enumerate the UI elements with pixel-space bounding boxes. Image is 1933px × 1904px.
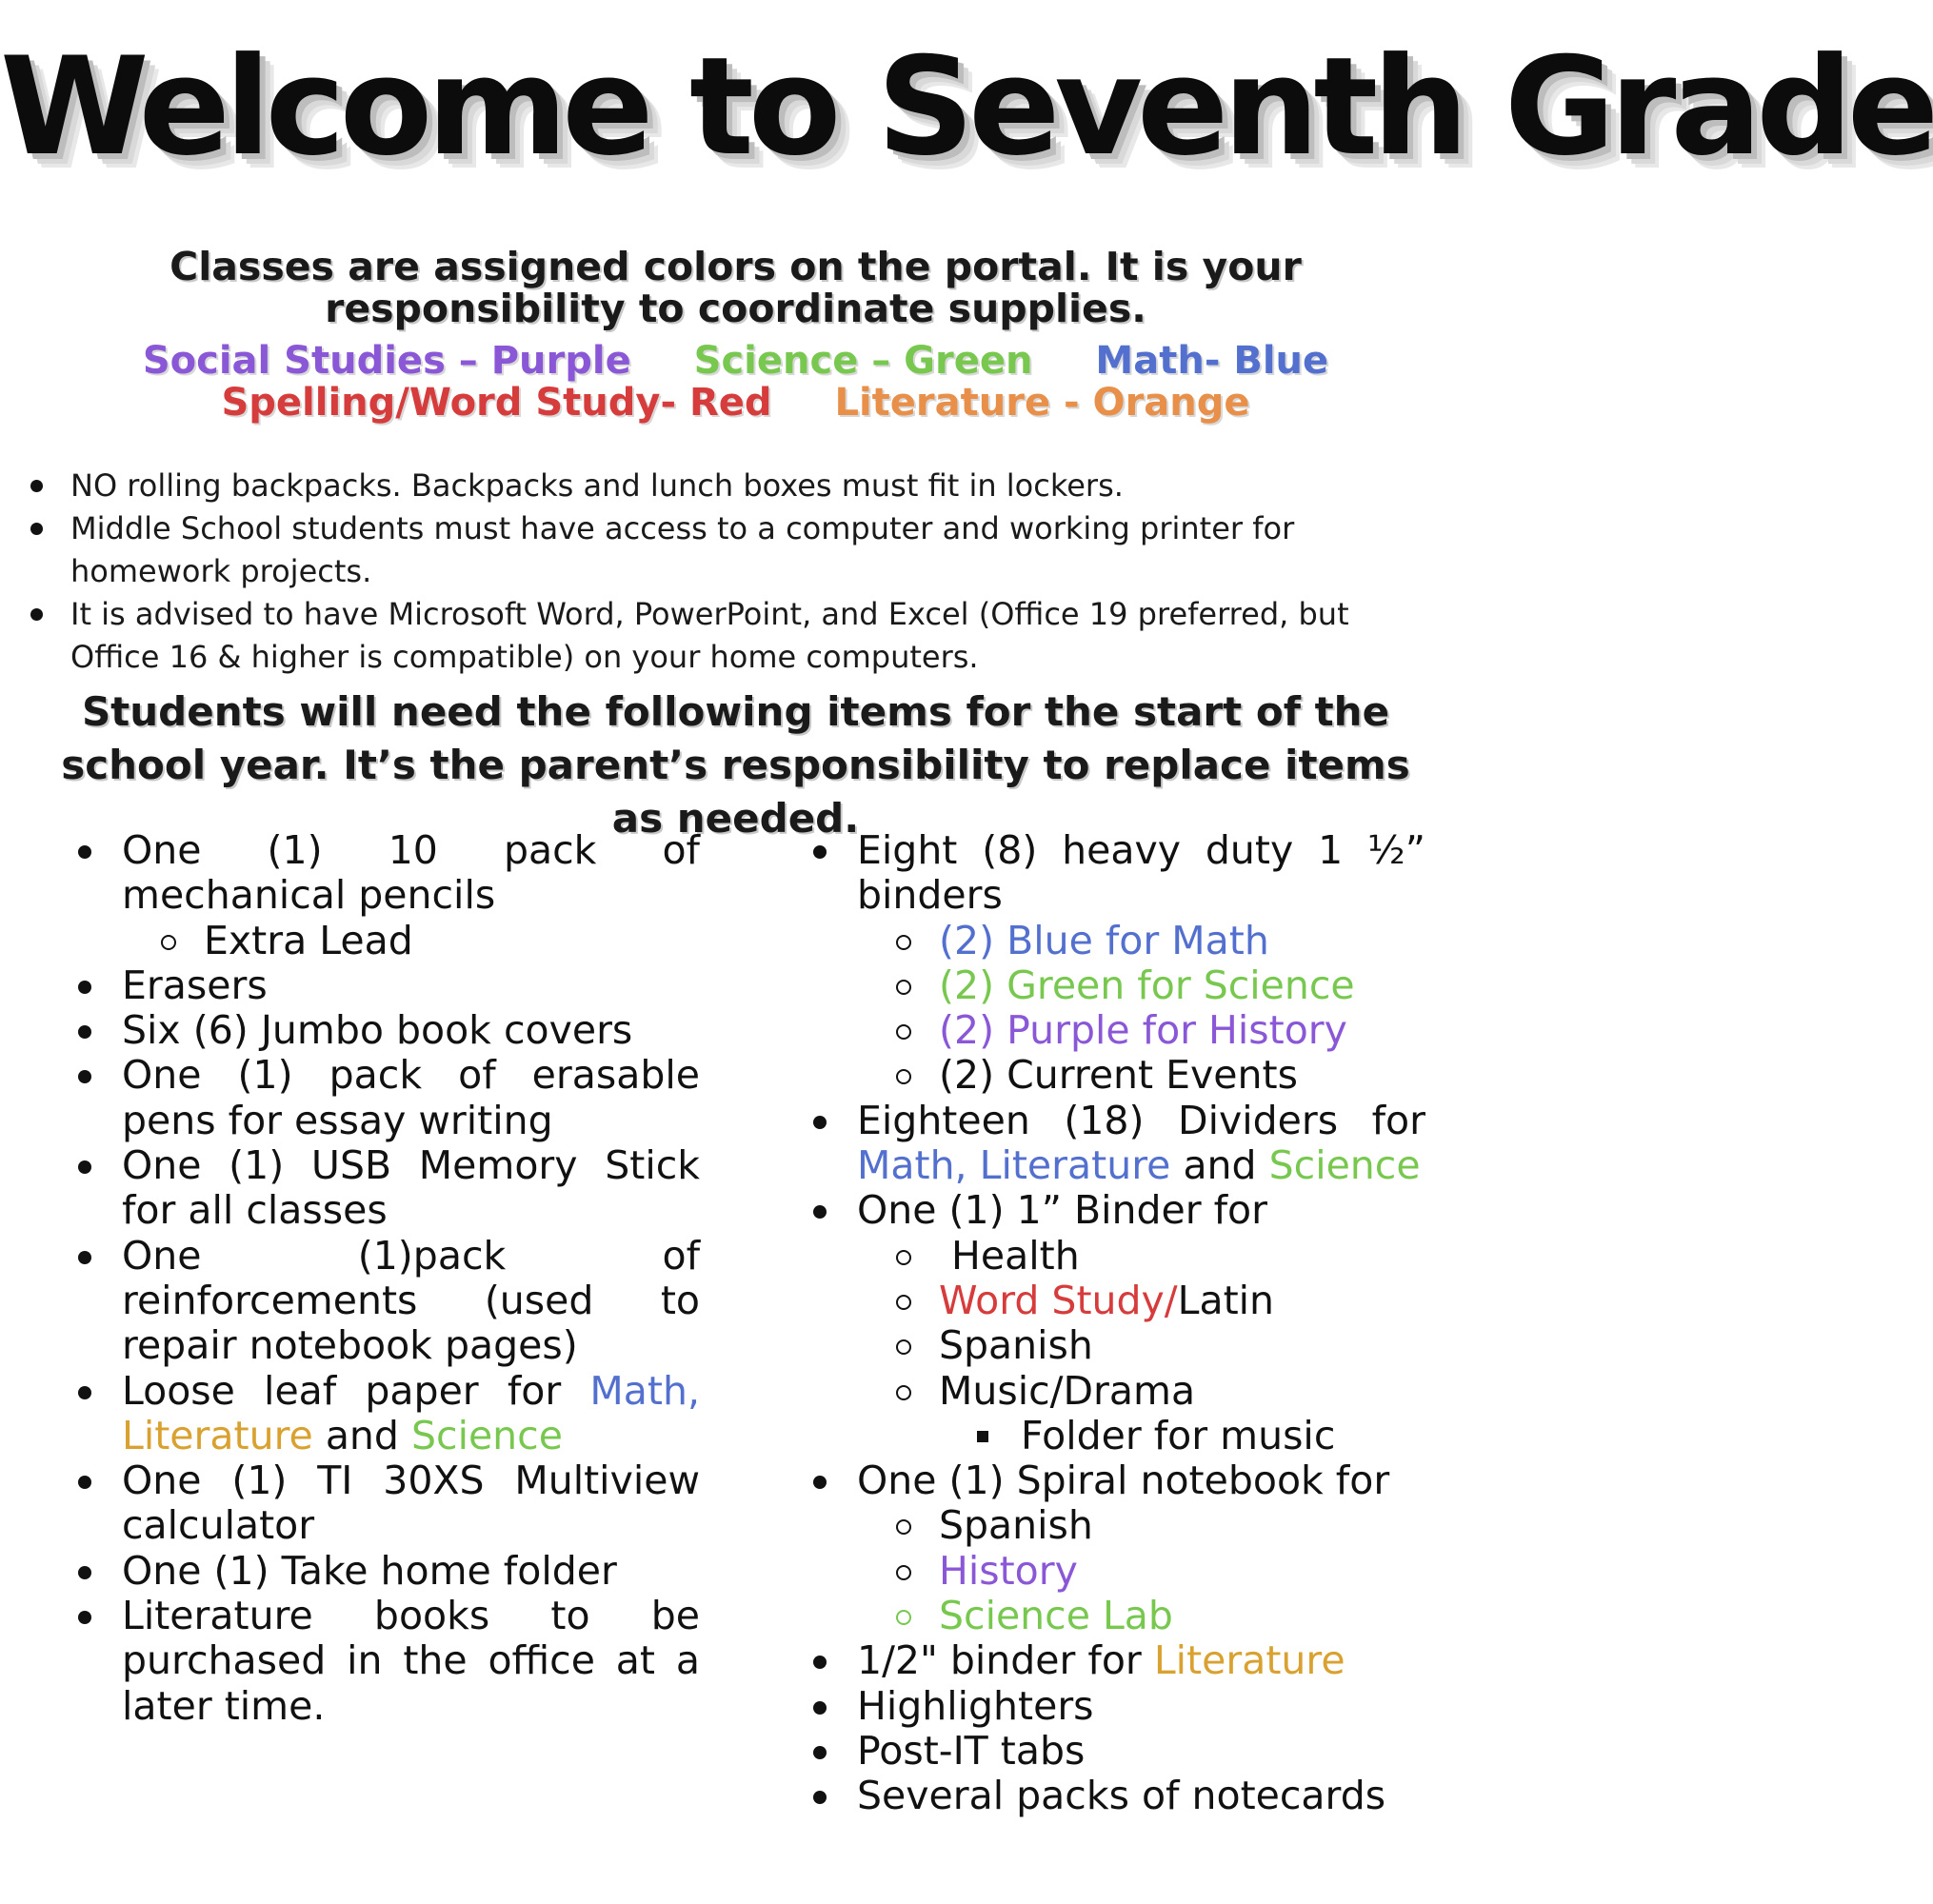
one-binder-label: One (1) 1” Binder for <box>857 1187 1268 1234</box>
binder-spanish: Spanish <box>857 1323 1425 1368</box>
binder-word-study-latin <box>857 1279 1425 1323</box>
sub-list <box>857 1234 1425 1458</box>
half-binder-label: 1/2" binder for <box>857 1637 1142 1684</box>
dividers-label: Eighteen (18) Dividers for <box>857 1097 1425 1143</box>
supplies-list-right <box>811 828 1425 1819</box>
half-binder-literature: Literature <box>1153 1637 1345 1684</box>
item-notecards: Several packs of notecards <box>811 1774 1425 1818</box>
item-literature-books: Literature books to be purchased in the office at a later time. <box>76 1594 700 1729</box>
color-key-row-2 <box>0 381 1471 425</box>
item-erasers: Erasers <box>76 963 700 1008</box>
item-half-inch-binder <box>811 1638 1425 1683</box>
binder-music-drama: Music/Drama Folder for music <box>857 1369 1425 1459</box>
loose-leaf-science: Science <box>411 1412 563 1458</box>
loose-leaf-literature: Literature <box>122 1412 313 1458</box>
item-usb: One (1) USB Memory Stick for all classes <box>76 1143 700 1234</box>
item-book-covers: Six (6) Jumbo book covers <box>76 1008 700 1053</box>
supplies-list-left <box>76 828 700 1729</box>
page-title: Welcome to Seventh Grade <box>0 29 1933 186</box>
item-reinforcements: One (1)pack of reinforcements (used to repair notebook pages) <box>76 1234 700 1369</box>
color-key-math: Math- Blue <box>1095 339 1329 383</box>
rules-list <box>23 465 1432 679</box>
item-post-it-tabs: Post-IT tabs <box>811 1729 1425 1774</box>
sub-list <box>857 919 1425 1099</box>
spiral-science-lab: Science Lab <box>857 1594 1425 1638</box>
item-highlighters: Highlighters <box>811 1684 1425 1729</box>
item-erasable-pens: One (1) pack of erasable pens for essay writing <box>76 1053 700 1143</box>
spiral-label: One (1) Spiral notebook for <box>857 1458 1390 1504</box>
binder-history: (2) Purple for History <box>857 1008 1425 1053</box>
rule-item: Middle School students must have access to a computer and working printer for homework projects. <box>23 507 1432 593</box>
color-key-row-1 <box>0 339 1471 383</box>
latin-label: Latin <box>1177 1277 1275 1323</box>
rule-item: NO rolling backpacks. Backpacks and lunch boxes must fit in lockers. <box>23 465 1432 507</box>
color-key-social-studies: Social Studies – Purple <box>142 339 631 383</box>
supplies-heading: Students will need the following items for the start of the school year. It’s the parent’s responsibility to replace items as needed. <box>61 688 1410 842</box>
rule-item: It is advised to have Microsoft Word, PowerPoint, and Excel (Office 19 preferred, but Office 16 & higher is compatible) on your home computers. <box>23 593 1432 679</box>
color-key-literature: Literature - Orange <box>834 381 1250 425</box>
item-dividers <box>811 1099 1425 1189</box>
binder-math: (2) Blue for Math <box>857 919 1425 963</box>
item-spiral-notebook <box>811 1458 1425 1638</box>
item-calculator: One (1) TI 30XS Multiview calculator <box>76 1458 700 1549</box>
dividers-science: Science <box>1268 1142 1421 1189</box>
dividers-math-literature: Math, Literature <box>857 1142 1171 1189</box>
loose-leaf-math: Math, <box>589 1367 700 1414</box>
item-take-home-folder: One (1) Take home folder <box>76 1549 700 1594</box>
color-key-science: Science – Green <box>693 339 1033 383</box>
binders-label: Eight (8) heavy duty 1 ½” binders <box>857 827 1425 919</box>
list-item <box>76 828 700 963</box>
item-loose-leaf <box>76 1369 700 1459</box>
spiral-history: History <box>857 1549 1425 1594</box>
item-one-inch-binder <box>811 1188 1425 1458</box>
intro-text: Classes are assigned colors on the portal. It is your responsibility to coordinate supplies. <box>169 244 1302 331</box>
folder-for-music: Folder for music <box>939 1414 1425 1458</box>
item-binders <box>811 828 1425 1099</box>
sub-list <box>122 919 700 963</box>
binder-science: (2) Green for Science <box>857 963 1425 1008</box>
item-pencils: One (1) 10 pack of mechanical pencils <box>122 827 700 919</box>
color-key-spelling: Spelling/Word Study- Red <box>221 381 772 425</box>
binder-current-events: (2) Current Events <box>857 1053 1425 1098</box>
spiral-spanish: Spanish <box>857 1503 1425 1548</box>
item-extra-lead: Extra Lead <box>122 919 700 963</box>
sub-list <box>857 1503 1425 1638</box>
sub-sub-list <box>939 1414 1425 1458</box>
loose-leaf-and: and <box>325 1412 399 1458</box>
dividers-and: and <box>1183 1142 1257 1189</box>
word-study-label: Word Study/ <box>939 1277 1178 1323</box>
loose-leaf-label: Loose leaf paper for <box>122 1367 562 1414</box>
binder-health: Health <box>857 1234 1425 1279</box>
